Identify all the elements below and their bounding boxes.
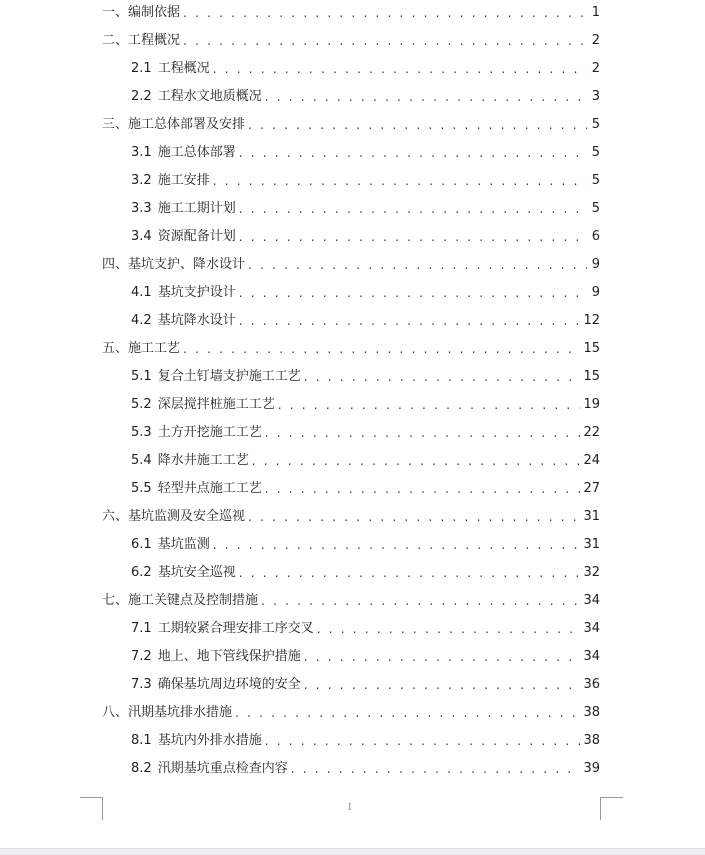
toc-entry-title: 基坑安全巡视 — [157, 565, 236, 580]
toc-entry-title: 基坑内外排水措施 — [157, 733, 262, 748]
toc-entry[interactable] — [102, 507, 600, 527]
toc-entry-page: 2 — [591, 61, 600, 76]
toc-entry-page: 36 — [583, 677, 600, 692]
toc-entry-number: 3.4 — [131, 229, 152, 244]
toc-leader — [265, 423, 581, 443]
toc-entry-number: 八、 — [102, 705, 129, 720]
toc-entry-title: 基坑支护设计 — [157, 285, 236, 300]
text-cursor-icon: I — [348, 803, 352, 813]
toc-entry-number: 七、 — [102, 593, 129, 608]
toc-entry[interactable] — [131, 143, 600, 163]
toc-entry-number: 五、 — [102, 341, 129, 356]
toc-entry-page: 34 — [583, 621, 600, 636]
toc-entry-page: 5 — [591, 201, 600, 216]
toc-entry-page: 27 — [583, 481, 600, 496]
toc-entry[interactable] — [131, 227, 600, 247]
toc-entry-number: 三、 — [102, 117, 129, 132]
toc-leader — [183, 3, 587, 23]
toc-entry-number: 3.1 — [131, 145, 152, 160]
toc-leader — [278, 395, 581, 415]
toc-entry-title: 工期较紧合理安排工序交叉 — [157, 621, 314, 636]
toc-entry-title: 资源配备计划 — [157, 229, 236, 244]
toc-entry-page: 5 — [591, 117, 600, 132]
toc-leader — [183, 31, 587, 51]
toc-entry-number: 5.3 — [131, 425, 152, 440]
toc-entry-number: 6.1 — [131, 537, 152, 552]
toc-leader — [239, 227, 587, 247]
toc-entry-page: 9 — [591, 257, 600, 272]
toc-entry[interactable] — [102, 255, 600, 275]
toc-entry[interactable] — [131, 283, 600, 303]
toc-entry-title: 汛期基坑重点检查内容 — [157, 761, 288, 776]
toc-leader — [248, 507, 580, 527]
toc-entry-title: 工程水文地质概况 — [157, 89, 262, 104]
toc-entry-title: 地上、地下管线保护措施 — [157, 649, 301, 664]
toc-entry-page: 39 — [583, 761, 600, 776]
toc-entry[interactable] — [131, 675, 600, 695]
toc-entry-number: 二、 — [102, 33, 129, 48]
toc-entry[interactable] — [131, 311, 600, 331]
toc-entry-page: 2 — [591, 33, 600, 48]
toc-entry-title: 施工安排 — [157, 173, 210, 188]
toc-entry-title: 施工总体部署及安排 — [128, 117, 246, 132]
toc-leader — [239, 563, 581, 583]
toc-entry-number: 六、 — [102, 509, 129, 524]
toc-leader — [304, 675, 581, 695]
toc-entry-title: 基坑监测及安全巡视 — [128, 509, 246, 524]
toc-entry-title: 基坑监测 — [157, 537, 210, 552]
toc-entry-title: 施工总体部署 — [157, 145, 236, 160]
toc-leader — [265, 479, 581, 499]
toc-leader — [304, 647, 581, 667]
toc-entry[interactable] — [102, 339, 600, 359]
toc-leader — [213, 171, 587, 191]
toc-entry-page: 19 — [583, 397, 600, 412]
toc-entry[interactable] — [131, 395, 600, 415]
toc-entry-page: 38 — [583, 733, 600, 748]
toc-entry-page: 32 — [583, 565, 600, 580]
toc-entry[interactable] — [102, 31, 600, 51]
toc-leader — [317, 619, 581, 639]
toc-entry-page: 24 — [583, 453, 600, 468]
toc-entry-page: 3 — [591, 89, 600, 104]
toc-entry-title: 汛期基坑排水措施 — [128, 705, 233, 720]
toc-entry-number: 5.2 — [131, 397, 152, 412]
page-margin-corner-right — [600, 797, 623, 820]
toc-entry[interactable] — [102, 115, 600, 135]
toc-entry-title: 施工关键点及控制措施 — [128, 593, 259, 608]
toc-entry[interactable] — [131, 423, 600, 443]
toc-entry-page: 5 — [591, 173, 600, 188]
toc-entry[interactable] — [131, 563, 600, 583]
toc-entry-page: 12 — [583, 313, 600, 328]
toc-entry-number: 四、 — [102, 257, 129, 272]
toc-entry[interactable] — [102, 703, 600, 723]
toc-entry-title: 确保基坑周边环境的安全 — [157, 677, 301, 692]
toc-entry-number: 一、 — [102, 5, 129, 20]
toc-entry-number: 5.1 — [131, 369, 152, 384]
toc-entry-number: 7.1 — [131, 621, 152, 636]
toc-entry-title: 施工工艺 — [128, 341, 181, 356]
toc-entry-title: 土方开挖施工工艺 — [157, 425, 262, 440]
toc-entry-number: 5.4 — [131, 453, 152, 468]
toc-entry-number: 8.1 — [131, 733, 152, 748]
toc-leader — [235, 703, 580, 723]
toc-leader — [248, 115, 587, 135]
toc-entry[interactable] — [131, 759, 600, 779]
page-margin-corner-left — [80, 797, 103, 820]
toc-entry-page: 5 — [591, 145, 600, 160]
toc-leader — [252, 451, 581, 471]
toc-leader — [239, 283, 587, 303]
toc-entry-title: 基坑支护、降水设计 — [128, 257, 246, 272]
toc-entry[interactable] — [131, 535, 600, 555]
toc-leader — [183, 339, 580, 359]
toc-entry-title: 工程概况 — [157, 61, 210, 76]
toc-entry[interactable] — [131, 451, 600, 471]
toc-entry[interactable] — [131, 731, 600, 751]
toc-entry-page: 15 — [583, 341, 600, 356]
toc-entry-number: 3.2 — [131, 173, 152, 188]
toc-entry-number: 2.1 — [131, 61, 152, 76]
toc-leader — [261, 591, 580, 611]
toc-entry-title: 复合土钉墙支护施工工艺 — [157, 369, 301, 384]
toc-entry-number: 6.2 — [131, 565, 152, 580]
toc-leader — [265, 731, 581, 751]
toc-leader — [291, 759, 581, 779]
toc-leader — [304, 367, 581, 387]
toc-leader — [239, 311, 581, 331]
toc-entry-number: 5.5 — [131, 481, 152, 496]
toc-entry-page: 38 — [583, 705, 600, 720]
toc-entry[interactable] — [131, 367, 600, 387]
toc-entry-title: 降水井施工工艺 — [157, 453, 249, 468]
toc-entry-title: 基坑降水设计 — [157, 313, 236, 328]
toc-entry-number: 7.2 — [131, 649, 152, 664]
toc-entry-page: 34 — [583, 649, 600, 664]
toc-entry-title: 编制依据 — [128, 5, 181, 20]
toc-entry[interactable] — [131, 199, 600, 219]
toc-entry-title: 工程概况 — [128, 33, 181, 48]
toc-entry-title: 轻型井点施工工艺 — [157, 481, 262, 496]
toc-entry-number: 4.1 — [131, 285, 152, 300]
toc-entry-page: 22 — [583, 425, 600, 440]
toc-leader — [213, 535, 581, 555]
toc-entry[interactable] — [131, 171, 600, 191]
toc-entry-number: 3.3 — [131, 201, 152, 216]
toc-entry-title: 施工工期计划 — [157, 201, 236, 216]
toc-entry-page: 9 — [591, 285, 600, 300]
toc-entry[interactable] — [102, 591, 600, 611]
toc-entry-page: 31 — [583, 537, 600, 552]
toc-entry-page: 6 — [591, 229, 600, 244]
toc-leader — [213, 59, 587, 79]
toc-entry[interactable] — [131, 87, 600, 107]
toc-entry-number: 4.2 — [131, 313, 152, 328]
toc-entry-title: 深层搅拌桩施工工艺 — [157, 397, 275, 412]
toc-entry-number: 2.2 — [131, 89, 152, 104]
toc-entry[interactable] — [131, 59, 600, 79]
toc-entry-page: 15 — [583, 369, 600, 384]
toc-leader — [265, 87, 587, 107]
toc-leader — [239, 199, 587, 219]
toc-entry-number: 8.2 — [131, 761, 152, 776]
toc-leader — [239, 143, 587, 163]
toc-entry-page: 1 — [591, 5, 600, 20]
toc-leader — [248, 255, 587, 275]
toc-entry[interactable] — [131, 647, 600, 667]
toc-entry-number: 7.3 — [131, 677, 152, 692]
toc-entry[interactable] — [102, 3, 600, 23]
toc-entry[interactable] — [131, 619, 600, 639]
toc-entry-page: 34 — [583, 593, 600, 608]
toc-entry-page: 31 — [583, 509, 600, 524]
toc-entry[interactable] — [131, 479, 600, 499]
